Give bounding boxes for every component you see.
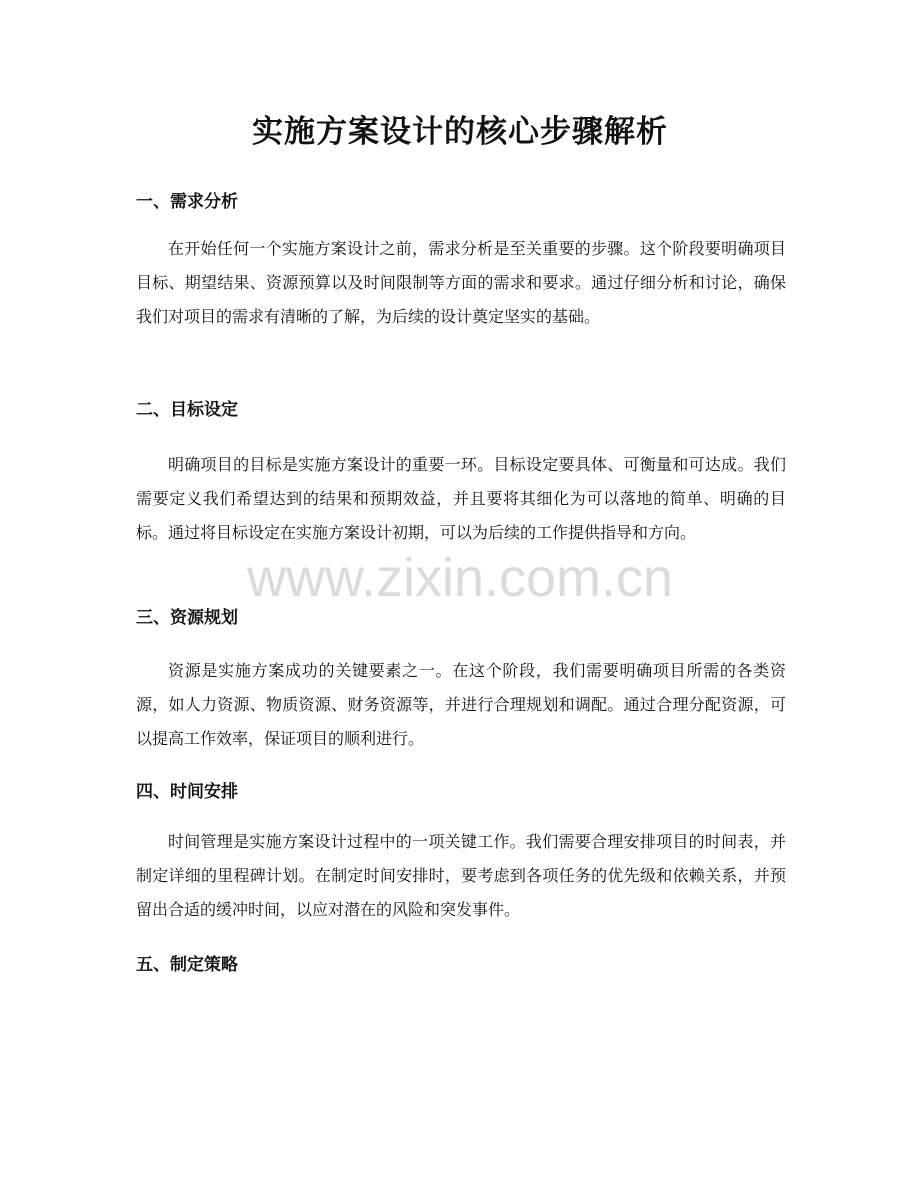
section-heading-strategy: 五、制定策略 xyxy=(136,955,238,975)
section-body-goals: 明确项目的目标是实施方案设计的重要一环。目标设定要具体、可衡量和可达成。我们需要定义我们希望达到的结果和预期效益，并且要将其细化为可以落地的简单、明确的目标。通过将目标设定在实施方案设计初期，可以为后续的工作提供指导和方向。 xyxy=(136,455,786,542)
document-title: 实施方案设计的核心步骤解析 xyxy=(252,114,668,150)
section-body-schedule: 时间管理是实施方案设计过程中的一项关键工作。我们需要合理安排项目的时间表，并制定详细的里程碑计划。在制定时间安排时，要考虑到各项任务的优先级和依赖关系，并预留出合适的缓冲时间，以应对潜在的风险和突发事件。 xyxy=(136,832,786,919)
section-heading-resources: 三、资源规划 xyxy=(136,608,238,628)
section-body-requirements: 在开始任何一个实施方案设计之前，需求分析是至关重要的步骤。这个阶段要明确项目目标、期望结果、资源预算以及时间限制等方面的需求和要求。通过仔细分析和讨论，确保我们对项目的需求有清晰的了解，为后续的设计奠定坚实的基础。 xyxy=(136,239,786,326)
section-body-resources: 资源是实施方案成功的关键要素之一。在这个阶段，我们需要明确项目所需的各类资源，如人力资源、物质资源、财务资源等，并进行合理规划和调配。通过合理分配资源，可以提高工作效率，保证项目的顺利进行。 xyxy=(136,661,786,748)
section-heading-goals: 二、目标设定 xyxy=(136,400,238,420)
watermark: www.zixin.com.cn xyxy=(246,548,674,608)
section-heading-schedule: 四、时间安排 xyxy=(136,782,238,802)
section-heading-requirements: 一、需求分析 xyxy=(136,192,238,212)
